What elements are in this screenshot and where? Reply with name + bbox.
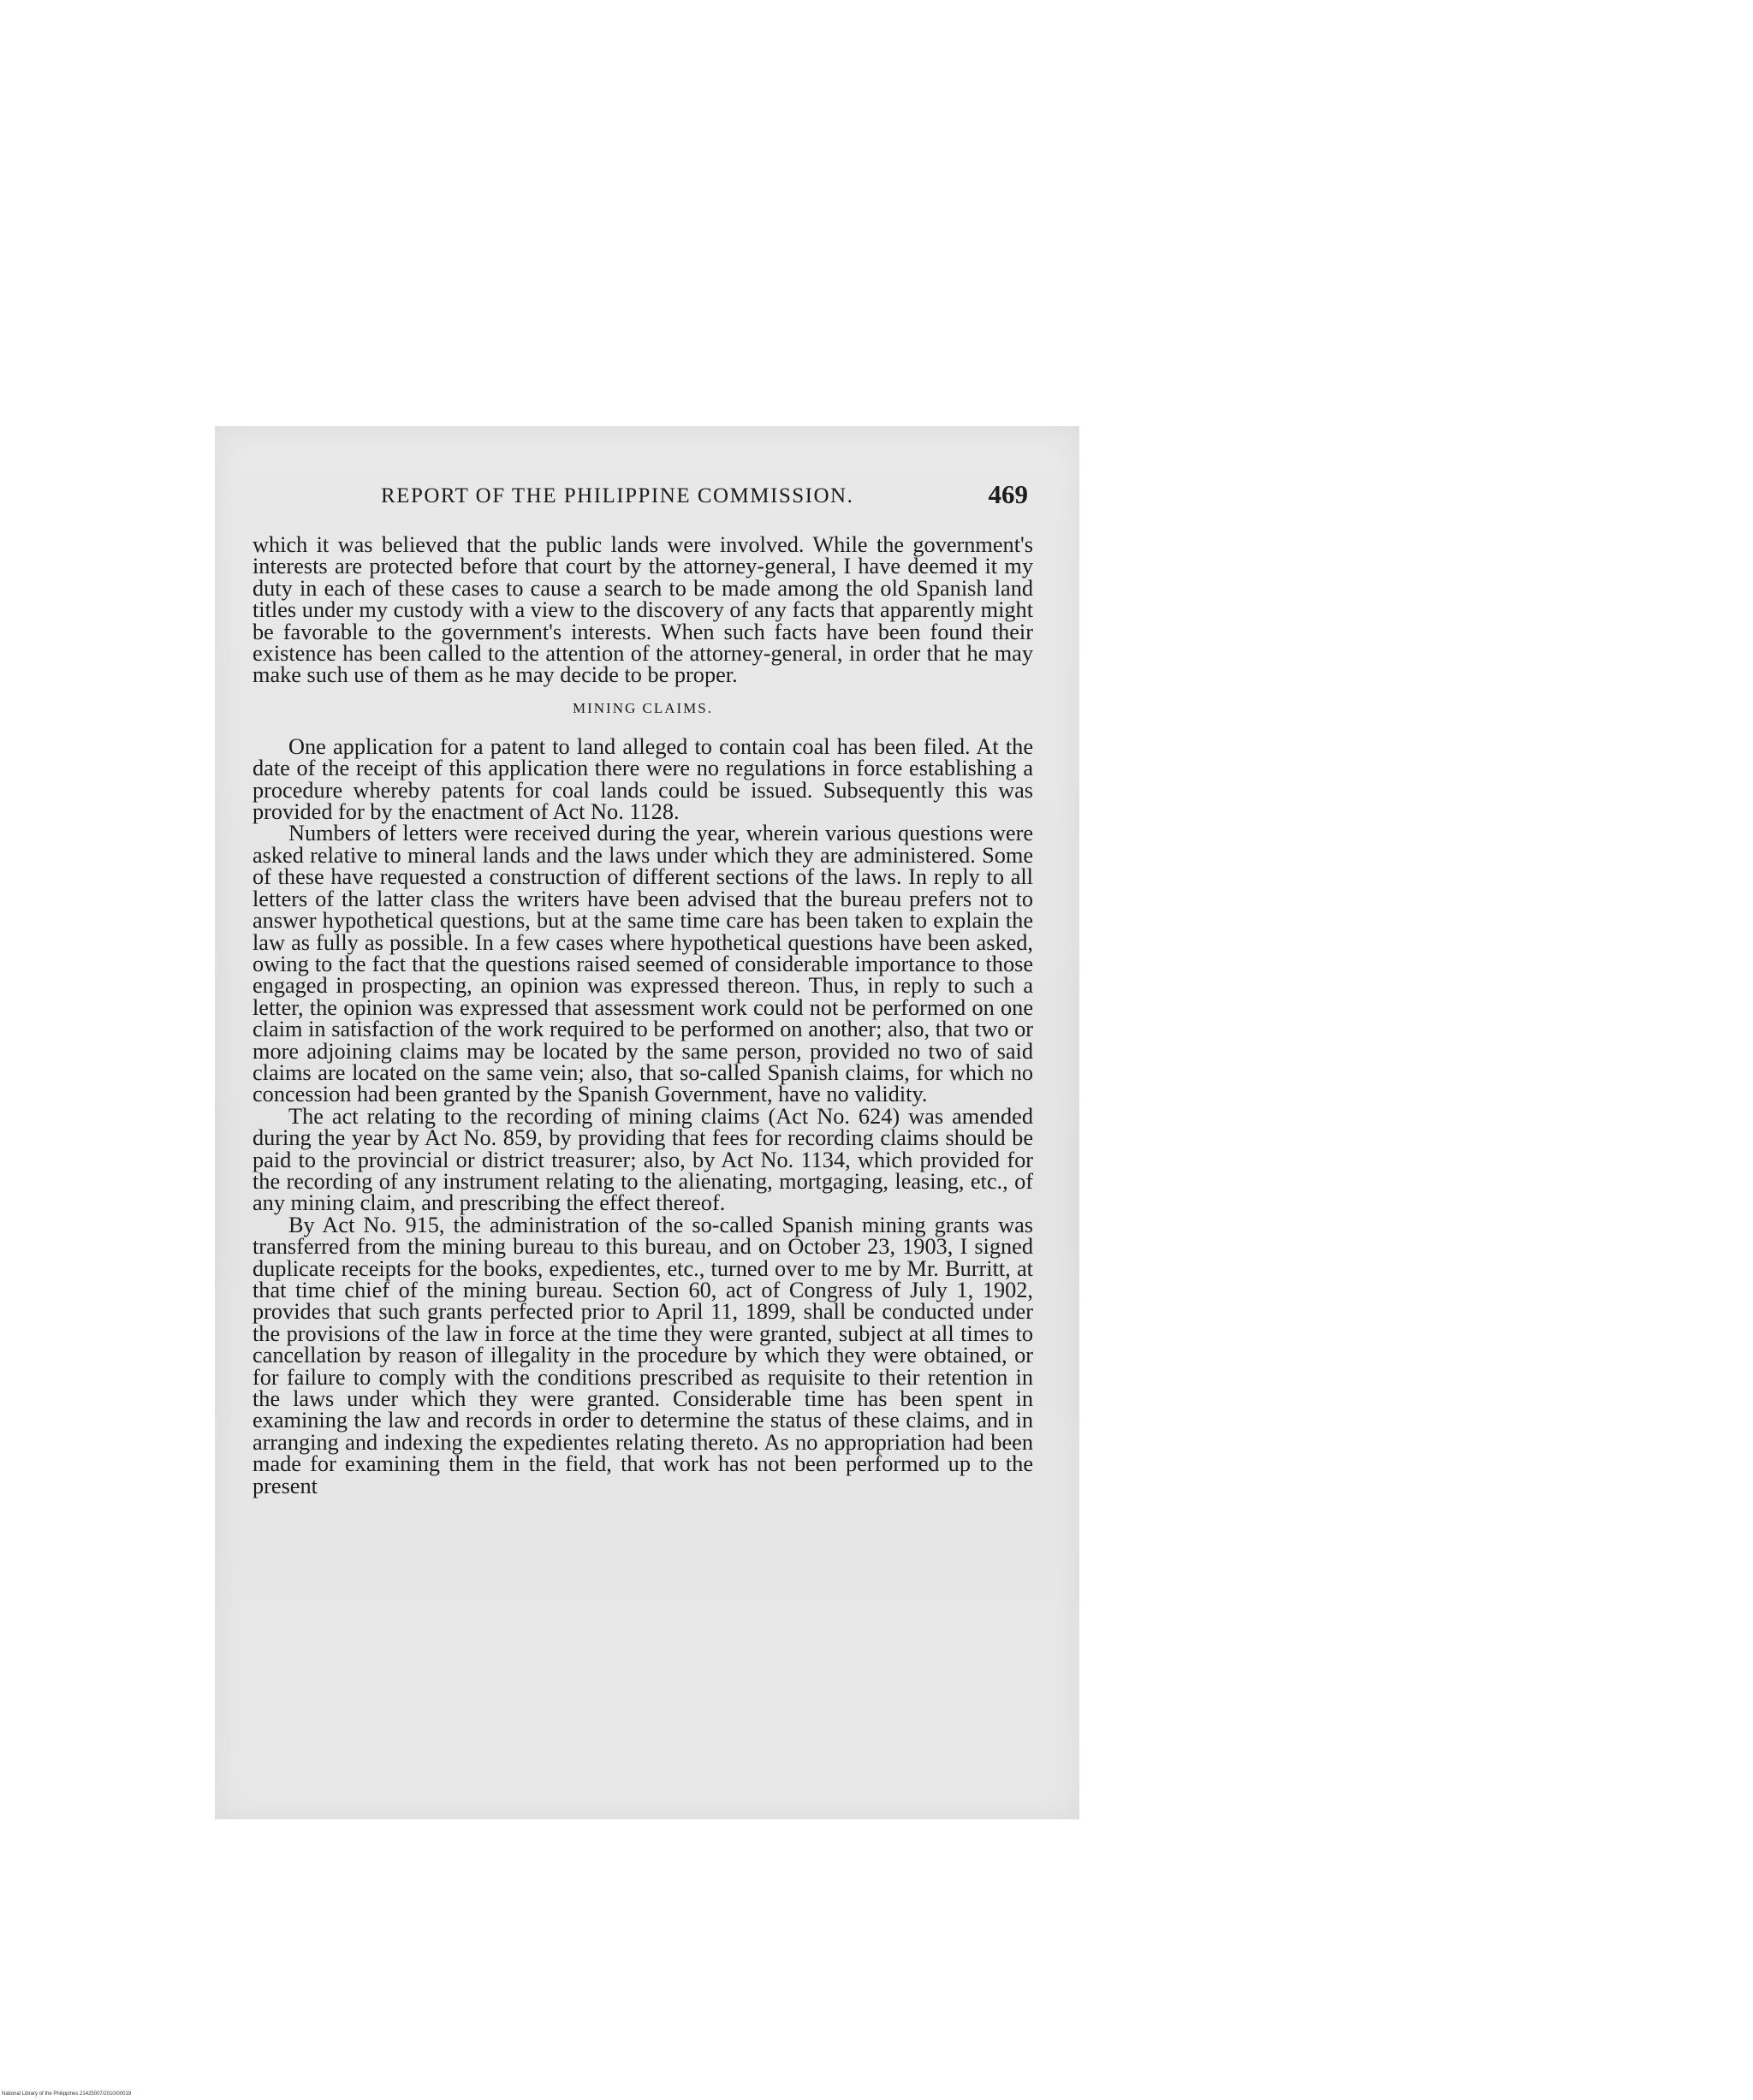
page-number: 469	[988, 479, 1028, 509]
running-title: REPORT OF THE PHILIPPINE COMMISSION.	[381, 484, 854, 507]
paragraph-continuation: which it was believed that the public lands were involved. While the government's interests are protected before that court by the attorney-general, I have deemed it my duty in each of these cases to cause a search to be made among the old Spanish land titles under my custody with a view to the discovery of any facts that apparently might be favorable to the government's interests. When such facts have been found their existence has been called to the attention of the attorney-general, in order that he may make such use of them as he may decide to be proper.	[253, 532, 1033, 688]
paragraph-coal-patent: One application for a patent to land alleged to contain coal has been filed. At the date of the receipt of this application there were no regulations in force establishing a procedure whereby patents for coal lands could be issued. Subsequently this was provided for by the enactment of Act No. 1128.	[253, 733, 1033, 825]
paragraph-letters: Numbers of letters were received during the year, wherein various questions were asked relative to mineral lands and the laws under which they are administered. Some of these have requested a construction of different sections of the laws. In reply to all letters of the latter class the writers have been advised that the bureau prefers not to answer hypothetical questions, but at the same time care has been taken to explain the law as fully as possible. In a few cases where hypothetical questions have been asked, owing to the fact that the questions raised seemed of considerable importance to those engaged in prospecting, an opinion was expressed thereon. Thus, in reply to such a letter, the opinion was expressed that assessment work could not be performed on one claim in satisfaction of the work required to be performed on another; also, that two or more adjoining claims may be located by the same person, provided no two of said claims are located on the same vein; also, that so-called Spanish claims, for which no concession had been granted by the Spanish Government, have no validity.	[253, 821, 1033, 1107]
archive-caption: National Library of the Philippines 21425007/2010/00019	[2, 2091, 132, 2097]
page-text-block	[253, 479, 1033, 1497]
running-head	[253, 479, 1033, 519]
paragraph-recording-act: The act relating to the recording of mining claims (Act No. 624) was amended during the year by Act No. 859, by providing that fees for recording claims should be paid to the provincial or district treasurer; also, by Act No. 1134, which provided for the recording of any instrument relating to the alienating, mortgaging, leasing, etc., of any mining claim, and prescribing the effect thereof.	[253, 1103, 1033, 1216]
paragraph-spanish-grants: By Act No. 915, the administration of the so-called Spanish mining grants was transferred from the mining bureau to this bureau, and on October 23, 1903, I signed duplicate receipts for the books, expedientes, etc., turned over to me by Mr. Burritt, at that time chief of the mining bureau. Section 60, act of Congress of July 1, 1902, provides that such grants perfected prior to April 11, 1899, shall be conducted under the provisions of the law in force at the time they were granted, subject at all times to cancellation by reason of illegality in the procedure by which they were obtained, or for failure to comply with the conditions prescribed as requisite to their retention in the laws under which they were granted. Considerable time has been spent in examining the law and records in order to determine the status of these claims, and in arranging and indexing the expedientes relating thereto. As no appropriation had been made for examining them in the field, that work has not been performed up to the present	[253, 1212, 1033, 1498]
section-heading-mining-claims: MINING CLAIMS.	[573, 699, 713, 716]
